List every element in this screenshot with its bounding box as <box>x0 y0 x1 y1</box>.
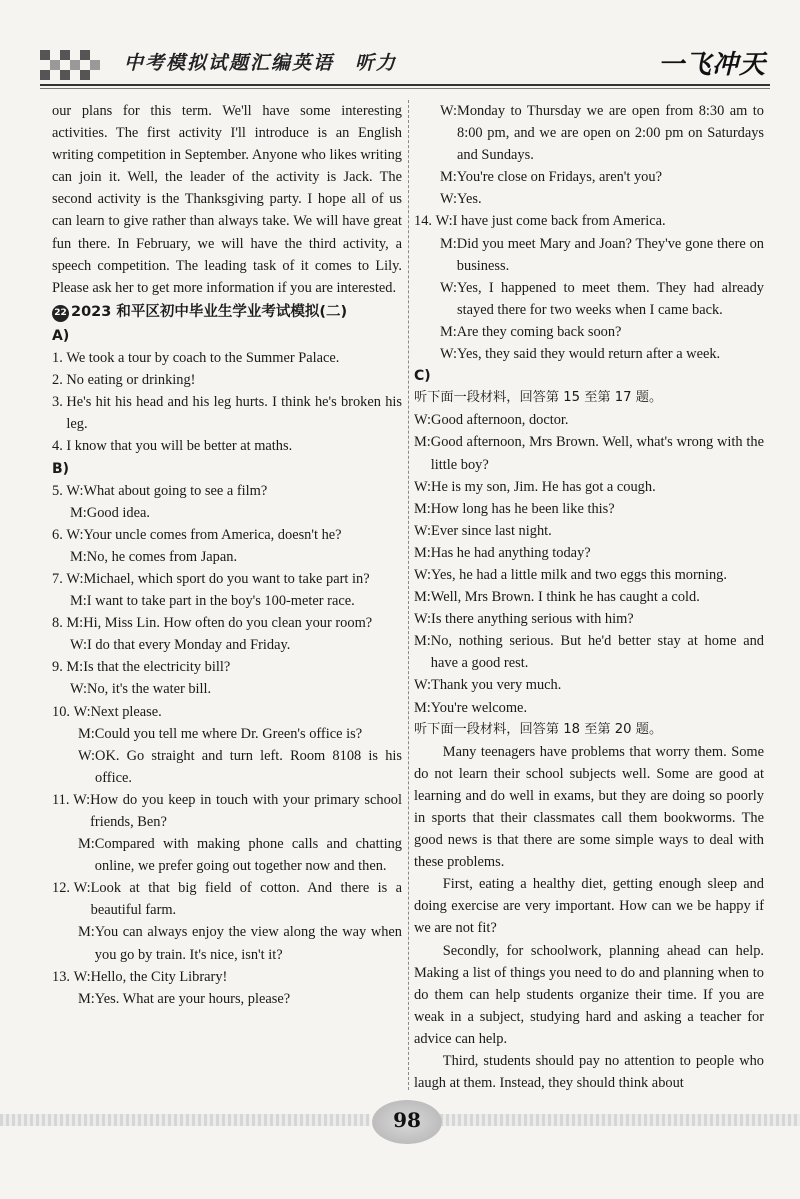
speaker-label: W: <box>73 968 91 985</box>
speaker-label: W: <box>70 637 88 654</box>
question-number: 12. <box>52 880 74 897</box>
speaker-label: W: <box>73 791 91 808</box>
dialogue-text: Good idea. <box>86 504 150 521</box>
speaker-label: M: <box>414 434 431 451</box>
dialogue-line <box>52 745 402 789</box>
speaker-label: W: <box>66 482 84 499</box>
speaker-label: W: <box>70 681 88 698</box>
dialogue-line <box>52 546 402 568</box>
dialogue-line <box>414 233 764 277</box>
speaker-label: M: <box>78 924 95 941</box>
question-item <box>52 966 402 988</box>
passage-paragraph: First, eating a healthy diet, getting enough sleep and doing exercise are very important. How can we be happy if we are not fit? <box>414 876 764 937</box>
speaker-label: M: <box>78 990 95 1007</box>
speaker-label: M: <box>414 699 431 716</box>
dialogue-text: What about going to see a film? <box>83 482 268 499</box>
dialogue-text: Yes. What are your hours, please? <box>94 990 291 1007</box>
speaker-label: W: <box>78 747 96 764</box>
dialogue-text: Could you tell me where Dr. Green's office is? <box>94 725 363 742</box>
dialogue-text: You can always enjoy the view along the way when you go by train. It's nice, isn't it? <box>94 924 402 963</box>
question-item <box>52 701 402 723</box>
dialogue-text: You're welcome. <box>430 699 528 716</box>
exam-heading <box>52 301 402 323</box>
question-item <box>52 369 402 391</box>
speaker-label: W: <box>66 570 84 587</box>
speaker-label: W: <box>440 103 458 119</box>
dialogue-text: OK. Go straight and turn left. Room 8108 is his office. <box>95 747 402 786</box>
dialogue-line <box>414 100 764 166</box>
dialogue-line <box>414 542 764 564</box>
section-c-label: C) <box>414 368 431 385</box>
dialogue-line <box>52 502 402 524</box>
passage-paragraph: Secondly, for schoolwork, planning ahead can help. Making a list of things you need to do and planning when to do them can help students organize their time. If you are weak in a subject, studying hard and asking a teacher for advice can help. <box>414 942 764 1047</box>
dialogue-text: Yes, he had a little milk and two eggs this morning. <box>431 566 727 583</box>
speaker-label: M: <box>66 615 84 632</box>
question-item <box>52 480 402 502</box>
header-rule <box>40 84 770 86</box>
question-item <box>52 347 402 369</box>
dialogue-text: Are they coming back soon? <box>456 323 622 340</box>
section-b-items <box>52 480 402 1010</box>
dialogue-line <box>414 188 764 210</box>
footer-band-left <box>0 1114 370 1126</box>
speaker-label: W: <box>66 526 84 543</box>
dialogue-text: Good afternoon, Mrs Brown. Well, what's wrong with the little boy? <box>430 434 764 473</box>
exam-number-badge: 22 <box>52 305 69 322</box>
dialogue-text: Yes, they said they would return after a week. <box>457 346 721 363</box>
dialogue-line <box>52 634 402 656</box>
instruction-18-20: 听下面一段材料，回答第 18 至第 20 题。 <box>414 721 663 737</box>
dialogue-text: Hi, Miss Lin. How often do you clean your room? <box>83 615 373 632</box>
section-b-label: B) <box>52 460 70 477</box>
dialogue-line <box>414 431 764 475</box>
passage-paragraph: Third, students should pay no attention to people who laugh at them. Instead, they should think about <box>414 1053 764 1092</box>
column-divider <box>408 100 409 1090</box>
speaker-label: W: <box>414 478 432 495</box>
right-column <box>414 100 764 1094</box>
dialogue-line <box>414 343 764 365</box>
question-number: 8. <box>52 615 67 632</box>
question-number: 6. <box>52 526 67 543</box>
question-text: We took a tour by coach to the Summer Palace. <box>66 350 340 367</box>
dialogue-text: I do that every Monday and Friday. <box>87 637 291 654</box>
dialogue-line <box>414 586 764 608</box>
speaker-label: M: <box>414 633 431 650</box>
dialogue-text: Hello, the City Library! <box>90 968 228 985</box>
dialogue-text: No, nothing serious. But he'd better stay at home and have a good rest. <box>430 633 764 672</box>
header-logo-pattern <box>40 50 108 84</box>
dialogue-line <box>52 921 402 965</box>
dialogue-line <box>414 697 764 719</box>
dialogue-line <box>52 590 402 612</box>
header-brand: 一飞冲天 <box>657 50 766 80</box>
dialogue-line <box>52 988 402 1010</box>
passage-paragraph: Many teenagers have problems that worry them. Some do not learn their school subjects well. Some are good at learning and do well in exams, but they are doing so poorly in sports that their classmates call them bookworms. The good news is that there are some simple ways to deal with these problems. <box>414 743 764 871</box>
question-number: 4. <box>52 438 67 455</box>
question-item <box>52 877 402 921</box>
speaker-label: M: <box>440 323 457 340</box>
speaker-label: M: <box>78 725 95 742</box>
dialogue-line <box>414 277 764 321</box>
page-header <box>40 44 770 88</box>
dialogue-text: How long has he been like this? <box>430 500 615 517</box>
question-item <box>52 612 402 634</box>
exam-title: 2023 和平区初中毕业生学业考试模拟(二) <box>71 303 348 320</box>
dialogue-line <box>414 476 764 498</box>
dialogue-text: How do you keep in touch with your primary school friends, Ben? <box>90 791 402 830</box>
dialogue-text: No, he comes from Japan. <box>86 548 238 565</box>
question-item <box>52 568 402 590</box>
question-item <box>52 524 402 546</box>
left-column <box>52 100 402 1010</box>
dialogue-text: Michael, which sport do you want to take part in? <box>83 570 370 587</box>
dialogue-text: I have just come back from America. <box>452 213 666 230</box>
speaker-label: W: <box>73 703 91 720</box>
question-number: 10. <box>52 703 74 720</box>
page-footer <box>0 1100 800 1160</box>
instruction-15-17: 听下面一段材料，回答第 15 至第 17 题。 <box>414 390 663 406</box>
dialogue-text: Good afternoon, doctor. <box>431 412 569 429</box>
dialogue-text: Compared with making phone calls and chatting online, we prefer going out together now and then. <box>94 836 402 875</box>
speaker-label: M: <box>440 169 457 186</box>
dialogue-line <box>52 678 402 700</box>
page-number: 98 <box>393 1108 421 1132</box>
speaker-label: W: <box>73 880 91 897</box>
dialogue-line <box>414 674 764 696</box>
dialogue-text: Is that the electricity bill? <box>83 659 231 676</box>
item-13-continuation <box>414 100 764 210</box>
dialogue-line <box>52 833 402 877</box>
dialogue-text: Yes. <box>457 191 482 208</box>
doctor-dialogue <box>414 409 764 718</box>
dialogue-text: Look at that big field of cotton. And there is a beautiful farm. <box>90 880 402 919</box>
question-item <box>414 210 764 232</box>
dialogue-text: Well, Mrs Brown. I think he has caught a cold. <box>430 589 700 606</box>
dialogue-text: You're close on Fridays, aren't you? <box>456 169 662 186</box>
dialogue-line <box>414 608 764 630</box>
speaker-label: M: <box>70 504 87 521</box>
speaker-label: W: <box>414 522 432 539</box>
dialogue-text: Thank you very much. <box>431 677 562 694</box>
question-number: 11. <box>52 791 74 808</box>
speaker-label: W: <box>414 611 432 628</box>
question-item <box>52 435 402 457</box>
dialogue-line <box>52 723 402 745</box>
question-text: No eating or drinking! <box>66 372 196 389</box>
speaker-label: M: <box>66 659 84 676</box>
dialogue-text: Your uncle comes from America, doesn't he? <box>83 526 342 543</box>
question-text: He's hit his head and his leg hurts. I think he's broken his leg. <box>66 394 402 433</box>
intro-paragraph: our plans for this term. We'll have some interesting activities. The first activity I'll introduce is an English writing competition in September. Anyone who likes writing can join it. Well, the leader of the activity is Jack. The second activity is the Thanksgiving party. I hope all of us can learn to give rather than always take. We will have great fun there. In February, we will have the third activity, a speech competition. The leading task of it comes to Lily. Please ask her to get more information if you are interested. <box>52 103 402 296</box>
speaker-label: W: <box>440 279 458 296</box>
footer-band-right <box>440 1114 800 1126</box>
question-number: 7. <box>52 570 67 587</box>
question-number: 14. <box>414 213 436 230</box>
dialogue-text: Is there anything serious with him? <box>431 611 634 628</box>
speaker-label: M: <box>414 544 431 561</box>
section-a-items <box>52 347 402 457</box>
dialogue-text: Yes, I happened to meet them. They had already stayed there for two weeks when I came back. <box>457 279 764 318</box>
speaker-label: W: <box>414 566 432 583</box>
dialogue-line <box>414 166 764 188</box>
speaker-label: M: <box>414 589 431 606</box>
dialogue-line <box>414 520 764 542</box>
question-item <box>52 656 402 678</box>
question-number: 3. <box>52 394 67 411</box>
question-item <box>52 391 402 435</box>
speaker-label: W: <box>440 346 458 363</box>
section-a-label: A) <box>52 327 70 344</box>
dialogue-line <box>414 409 764 431</box>
dialogue-text: Next please. <box>90 703 162 720</box>
dialogue-text: No, it's the water bill. <box>87 681 212 698</box>
dialogue-line <box>414 321 764 343</box>
speaker-label: W: <box>440 191 458 208</box>
dialogue-line <box>414 564 764 586</box>
dialogue-text: Ever since last night. <box>431 522 552 539</box>
dialogue-text: He is my son, Jim. He has got a cough. <box>431 478 656 495</box>
speaker-label: W: <box>414 412 432 429</box>
question-number: 1. <box>52 350 67 367</box>
speaker-label: M: <box>78 836 95 853</box>
dialogue-line <box>414 498 764 520</box>
question-number: 2. <box>52 372 67 389</box>
dialogue-text: I want to take part in the boy's 100-meter race. <box>86 593 355 610</box>
header-rule-thin <box>40 88 770 89</box>
question-number: 5. <box>52 482 67 499</box>
speaker-label: W: <box>435 213 453 230</box>
speaker-label: M: <box>70 548 87 565</box>
item-14 <box>414 210 764 365</box>
speaker-label: M: <box>70 593 87 610</box>
question-number: 9. <box>52 659 67 676</box>
question-text: I know that you will be better at maths. <box>66 438 293 455</box>
speaker-label: M: <box>414 500 431 517</box>
dialogue-line <box>414 630 764 674</box>
header-title: 中考模拟试题汇编英语 听力 <box>124 52 398 74</box>
dialogue-text: Monday to Thursday we are open from 8:30 am to 8:00 pm, and we are open on 2:00 pm on Saturdays and Sundays. <box>457 103 764 164</box>
question-item <box>52 789 402 833</box>
dialogue-text: Did you meet Mary and Joan? They've gone there on business. <box>456 235 764 274</box>
dialogue-text: Has he had anything today? <box>430 544 591 561</box>
question-number: 13. <box>52 968 74 985</box>
speaker-label: M: <box>440 235 457 252</box>
speaker-label: W: <box>414 677 432 694</box>
teenager-passage <box>414 741 764 1095</box>
